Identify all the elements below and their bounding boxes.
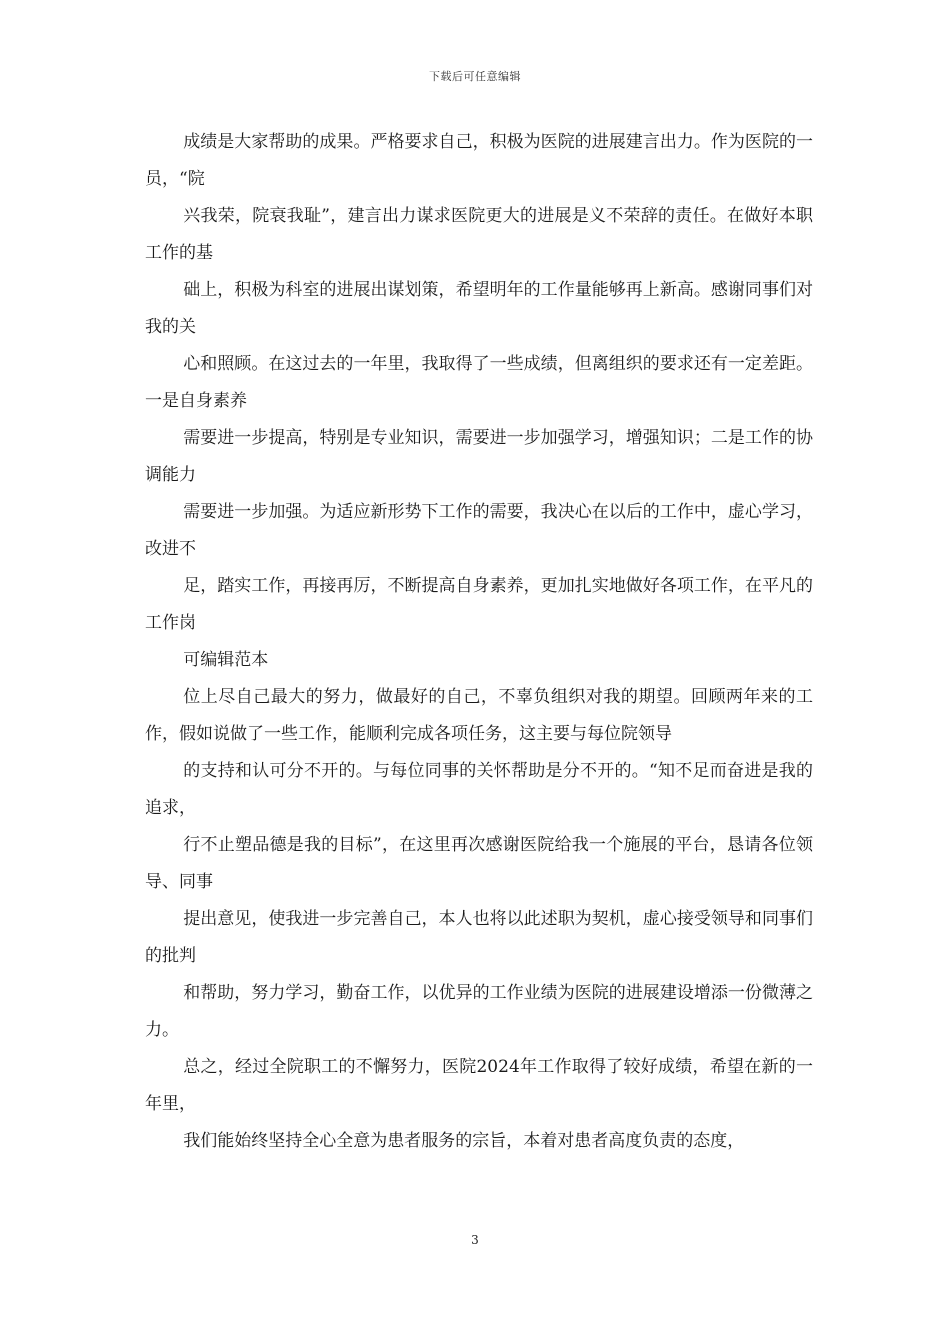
editable-template-note: 可编辑范本 (183, 650, 269, 670)
page-number: 3 (471, 1233, 479, 1247)
paragraph: 总之，经过全院职工的不懈努力，医院2024年工作取得了较好成绩，希望在新的一年里， (145, 1057, 813, 1114)
paragraph: 提出意见，使我进一步完善自己，本人也将以此述职为契机，虚心接受领导和同事们的批判 (145, 909, 813, 966)
paragraph: 需要进一步加强。为适应新形势下工作的需要，我决心在以后的工作中，虚心学习，改进不 (145, 502, 813, 559)
paragraph: 足，踏实工作，再接再厉，不断提高自身素养，更加扎实地做好各项工作，在平凡的工作岗 (145, 576, 813, 633)
paragraph: 兴我荣，院衰我耻”，建言出力谋求医院更大的进展是义不荣辞的责任。在做好本职工作的基 (145, 206, 813, 263)
paragraph: 的支持和认可分不开的。与每位同事的关怀帮助是分不开的。“知不足而奋进是我的追求， (145, 761, 813, 818)
document-body (145, 124, 813, 1160)
paragraph: 心和照顾。在这过去的一年里，我取得了一些成绩，但离组织的要求还有一定差距。一是自身素养 (145, 354, 813, 411)
paragraph: 础上，积极为科室的进展出谋划策，希望明年的工作量能够再上新高。感谢同事们对我的关 (145, 280, 813, 337)
paragraph: 行不止塑品德是我的目标”，在这里再次感谢医院给我一个施展的平台，恳请各位领导、同事 (145, 835, 813, 892)
page-header: 下载后可任意编辑 (429, 70, 521, 83)
paragraph: 位上尽自己最大的努力，做最好的自己，不辜负组织对我的期望。回顾两年来的工作，假如说做了一些工作，能顺利完成各项任务，这主要与每位院领导 (145, 687, 813, 744)
paragraph: 需要进一步提高，特别是专业知识，需要进一步加强学习，增强知识；二是工作的协调能力 (145, 428, 813, 485)
paragraph: 我们能始终坚持全心全意为患者服务的宗旨，本着对患者高度负责的态度， (183, 1131, 745, 1151)
paragraph: 成绩是大家帮助的成果。严格要求自己，积极为医院的进展建言出力。作为医院的一员，“院 (145, 132, 813, 189)
paragraph: 和帮助，努力学习，勤奋工作，以优异的工作业绩为医院的进展建设增添一份微薄之力。 (145, 983, 813, 1040)
